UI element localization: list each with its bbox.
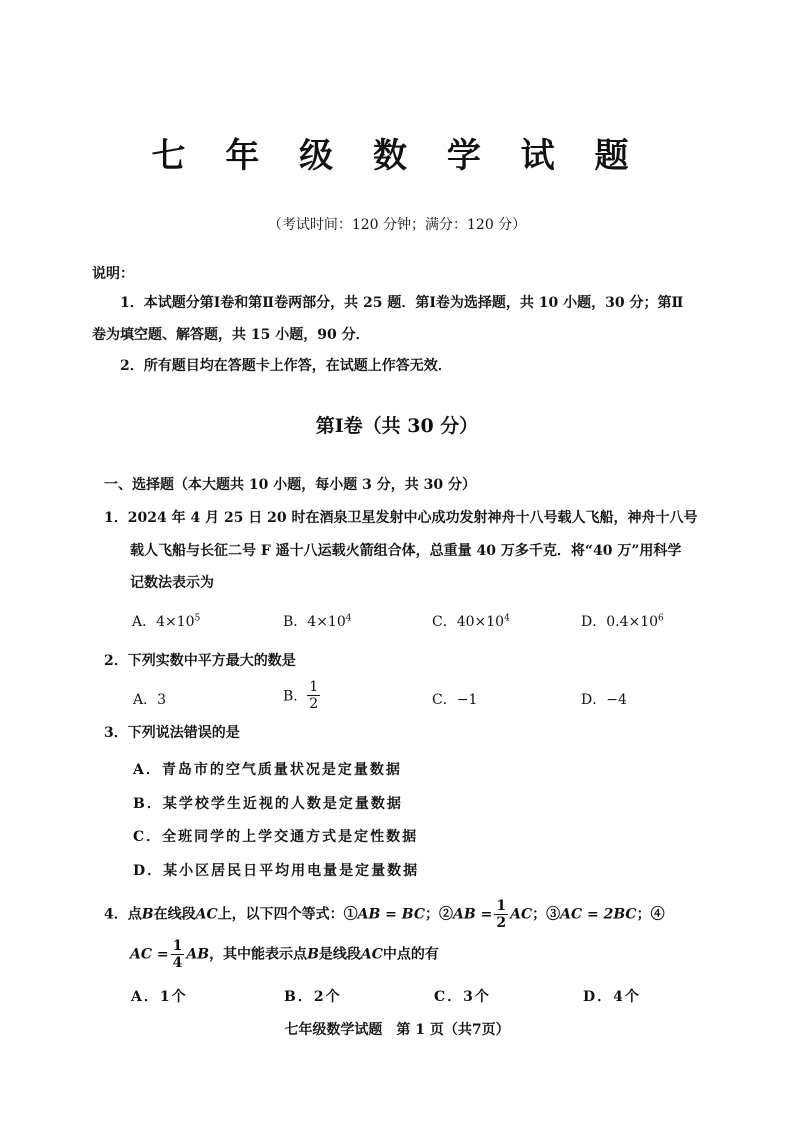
q2-frac-denominator: 2 xyxy=(309,696,319,712)
q4-separator: ；② xyxy=(425,906,454,923)
q1-option-c xyxy=(432,611,510,631)
instruction-1-line2: 卷为填空题、解答题，共 15 小题，90 分． xyxy=(92,327,370,343)
q4-segment-ac: AC xyxy=(360,946,383,963)
q4-option-c: C．3个 xyxy=(434,989,491,1005)
q4-frac2-numerator: 1 xyxy=(172,938,183,954)
q2-option-d: D．−4 xyxy=(581,692,627,708)
q1-line2: 载人飞船与长征二号 F 遥十八运载火箭组合体，总重量 40 万多千克．将“40 万”用科学 xyxy=(130,543,682,559)
q4-separator: ；③ xyxy=(532,906,561,923)
q3-option-c: C．全班同学的上学交通方式是定性数据 xyxy=(133,829,419,845)
exam-info: （考试时间：120 分钟；满分：120 分） xyxy=(267,217,527,233)
q2-stem: 2．下列实数中平方最大的数是 xyxy=(104,653,296,669)
q4-text: 4．点 xyxy=(104,906,142,923)
q1-option-d-label: D． xyxy=(581,614,607,630)
instructions-heading: 说明： xyxy=(92,266,134,282)
q1-option-a xyxy=(132,611,200,631)
q2-frac-numerator: 1 xyxy=(309,679,319,695)
q4-point-b: B xyxy=(307,946,319,963)
q4-segment-ac: AC xyxy=(195,906,218,923)
q1-option-c-label: C． xyxy=(432,614,457,630)
q4-text: 中点的有 xyxy=(382,946,439,963)
q1-option-c-base: 40×10 xyxy=(456,614,505,630)
q1-option-b-exp: 4 xyxy=(345,613,352,624)
page-title: 七 年 级 数 学 试 题 xyxy=(151,136,643,176)
q1-line1: 1．2024 年 4 月 25 日 20 时在酒泉卫星发射中心成功发射神舟十八号载人飞船，神舟十八号 xyxy=(104,510,698,526)
q4-line2 xyxy=(130,938,439,971)
q2-option-c: C．−1 xyxy=(432,692,478,708)
q4-equation-4-fraction xyxy=(171,938,185,971)
q4-option-a: A．1个 xyxy=(131,989,188,1005)
q4-frac-denominator: 2 xyxy=(496,915,507,931)
q1-option-a-label: A． xyxy=(132,614,157,630)
q3-stem: 3．下列说法错误的是 xyxy=(104,725,240,741)
q1-option-b-label: B． xyxy=(283,614,308,630)
q2-option-b xyxy=(283,679,320,712)
q1-option-d xyxy=(581,611,664,631)
q4-option-d: D．4个 xyxy=(583,989,641,1005)
q4-equation-2-fraction xyxy=(494,898,508,931)
q4-point-b: B xyxy=(141,906,154,923)
q2-option-b-label: B． xyxy=(283,688,308,705)
q4-separator: ；④ xyxy=(636,906,665,923)
q1-line3: 记数法表示为 xyxy=(130,575,214,591)
q4-line1 xyxy=(104,898,665,931)
q3-option-b: B．某学校学生近视的人数是定量数据 xyxy=(133,796,403,812)
q3-option-a: A．青岛市的空气质量状况是定量数据 xyxy=(133,762,402,778)
q4-equation-4-right: AB xyxy=(186,946,210,963)
instruction-1-line1: 1．本试题分第Ⅰ卷和第Ⅱ卷两部分，共 25 题．第Ⅰ卷为选择题，共 10 小题，30 分；第Ⅱ xyxy=(120,295,684,311)
q2-option-a: A．3 xyxy=(133,692,167,708)
q1-option-a-exp: 5 xyxy=(194,613,201,624)
q4-text: 在线段 xyxy=(153,906,196,923)
q3-option-d: D．某小区居民日平均用电量是定量数据 xyxy=(133,863,420,879)
q4-equation-2-right: AC xyxy=(510,906,533,923)
q4-text: ，其中能表示点 xyxy=(209,946,308,963)
q4-equation-2-left: AB = xyxy=(453,906,493,923)
part-one-title: 第Ⅰ卷（共 30 分） xyxy=(315,415,479,437)
q1-option-a-base: 4×10 xyxy=(156,614,195,630)
page-footer: 七年级数学试题 第 1 页（共7页） xyxy=(284,1022,510,1038)
q1-option-d-exp: 6 xyxy=(658,613,664,624)
q1-option-b xyxy=(283,611,351,631)
q4-option-b: B．2个 xyxy=(284,989,342,1005)
q4-frac-numerator: 1 xyxy=(496,898,507,914)
q4-equation-3: AC = 2BC xyxy=(560,906,637,923)
q4-equation-1: AB = BC xyxy=(357,906,426,923)
q4-frac2-denominator: 4 xyxy=(172,955,183,971)
q1-option-d-base: 0.4×10 xyxy=(606,614,659,630)
instruction-2: 2．所有题目均在答题卡上作答，在试题上作答无效． xyxy=(120,358,452,374)
section-heading: 一、选择题（本大题共 10 小题，每小题 3 分，共 30 分） xyxy=(104,477,476,493)
q4-equation-4-left: AC = xyxy=(130,946,169,963)
q1-option-b-base: 4×10 xyxy=(307,614,346,630)
q2-option-b-fraction xyxy=(307,679,320,712)
q1-option-c-exp: 4 xyxy=(504,613,510,624)
q4-text: 上，以下四个等式：① xyxy=(217,906,358,923)
q4-text: 是线段 xyxy=(318,946,361,963)
